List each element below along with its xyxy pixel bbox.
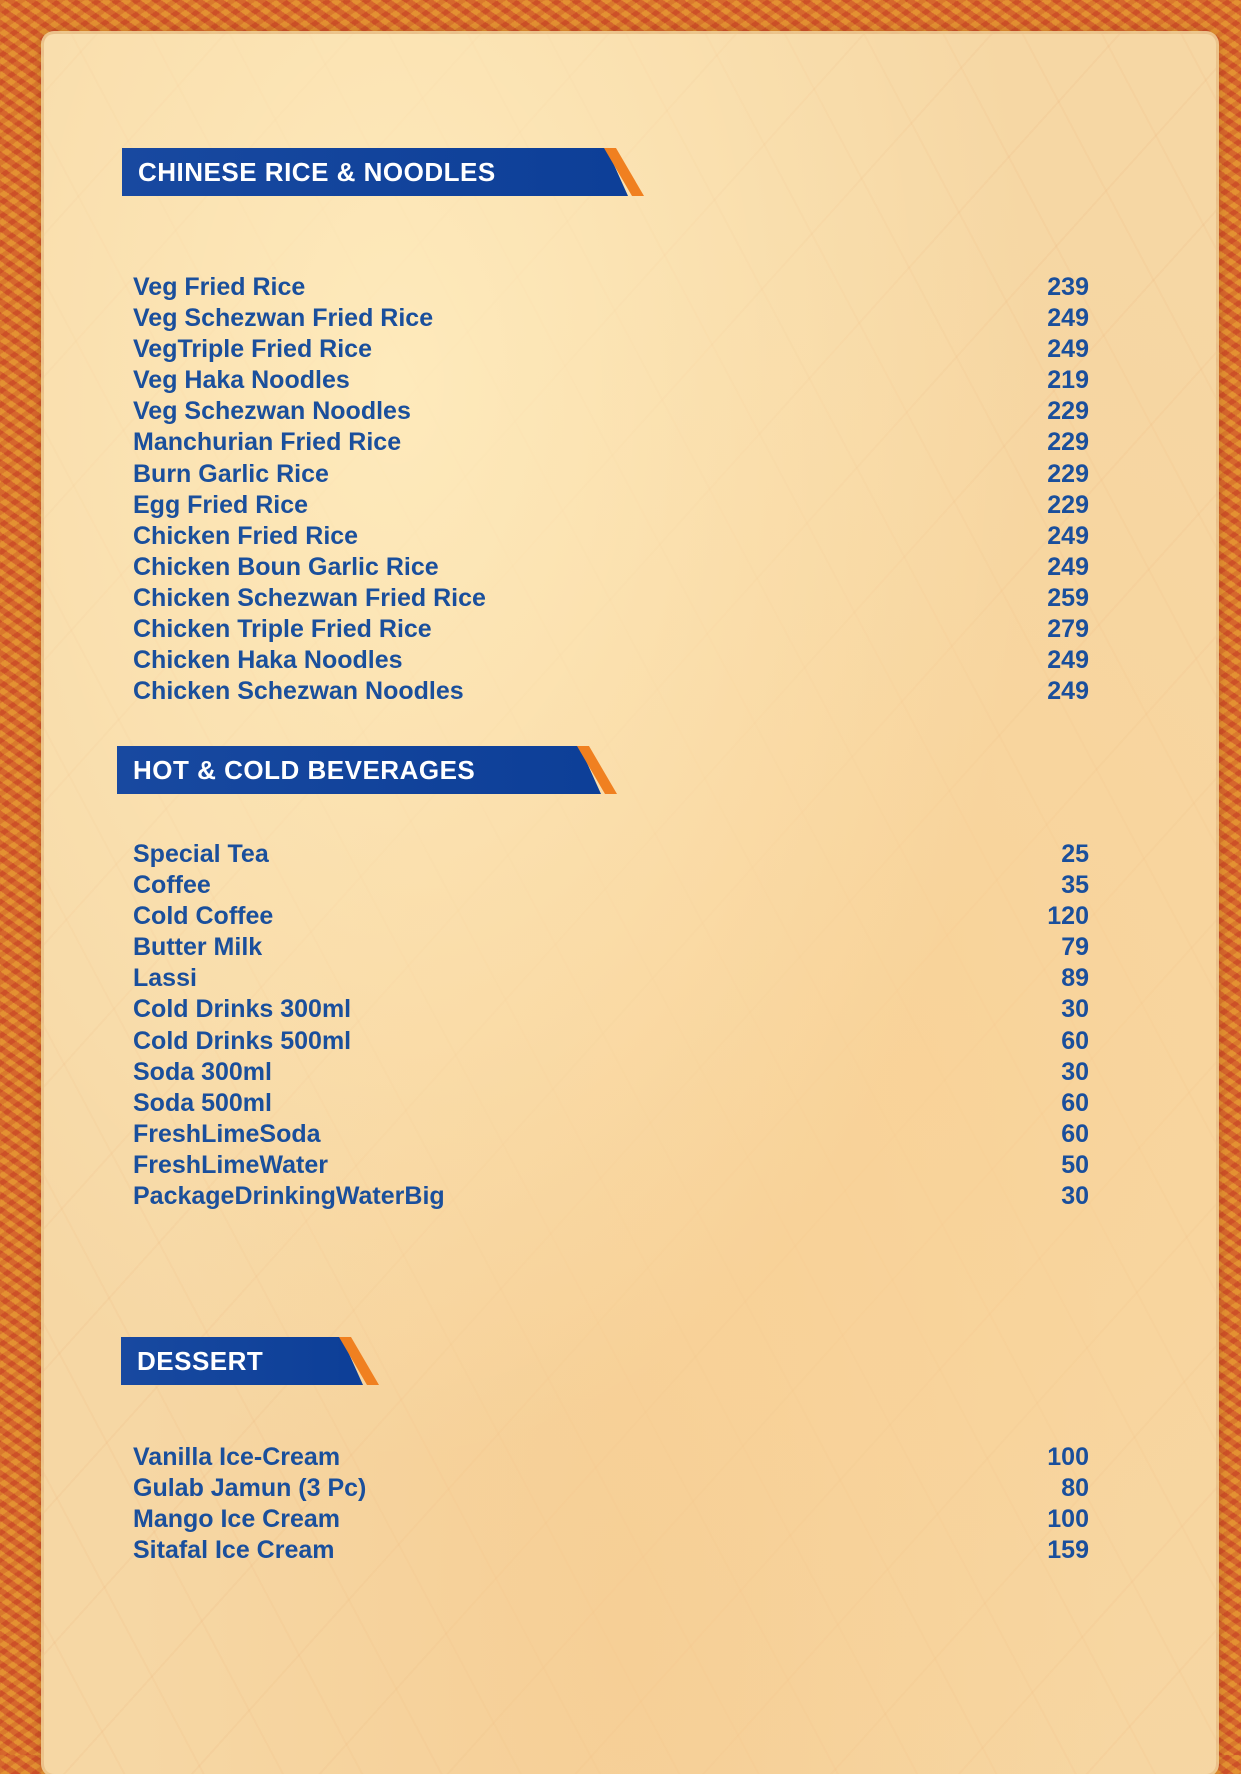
item-name: Mango Ice Cream: [133, 1505, 341, 1534]
menu-item: [133, 839, 1089, 870]
item-name: Egg Fried Rice: [133, 490, 309, 519]
item-name: Chicken Boun Garlic Rice: [133, 552, 439, 581]
item-price: 249: [1047, 335, 1089, 364]
menu-item: [133, 1150, 1089, 1181]
section-header-beverages: [117, 746, 585, 794]
item-name: Gulab Jamun (3 Pc): [133, 1474, 367, 1503]
menu-item: [133, 552, 1089, 583]
item-price: 279: [1047, 615, 1089, 644]
menu-item: [133, 932, 1089, 963]
item-price: 80: [1061, 1474, 1089, 1503]
item-name: FreshLimeWater: [133, 1150, 328, 1179]
item-price: 60: [1061, 1119, 1089, 1148]
item-price: 219: [1047, 366, 1089, 395]
menu-item: [133, 1473, 1089, 1504]
item-price: 79: [1061, 933, 1089, 962]
item-name: Manchurian Fried Rice: [133, 428, 402, 457]
menu-item: [133, 459, 1089, 490]
menu-item: [133, 396, 1089, 427]
item-name: Chicken Schezwan Noodles: [133, 677, 464, 706]
menu-item: [133, 614, 1089, 645]
menu-item: [133, 1535, 1089, 1566]
item-name: Cold Coffee: [133, 902, 274, 931]
item-price: 100: [1047, 1443, 1089, 1471]
menu-item: [133, 1504, 1089, 1535]
menu-item: [133, 1119, 1089, 1150]
menu-item: [133, 303, 1089, 334]
item-price: 229: [1047, 459, 1089, 488]
menu-item: [133, 963, 1089, 994]
menu-item: [133, 1181, 1089, 1212]
item-price: 249: [1047, 677, 1089, 706]
item-name: Chicken Haka Noodles: [133, 646, 403, 675]
menu-item: [133, 1442, 1089, 1473]
item-name: FreshLimeSoda: [133, 1119, 321, 1148]
menu-item: [133, 521, 1089, 552]
item-price: 60: [1061, 1088, 1089, 1117]
item-price: 25: [1061, 840, 1089, 868]
menu-item: [133, 1088, 1089, 1119]
item-name: Special Tea: [133, 840, 269, 868]
item-price: 249: [1047, 304, 1089, 333]
item-name: VegTriple Fried Rice: [133, 335, 372, 364]
item-name: Chicken Schezwan Fried Rice: [133, 583, 486, 612]
item-price: 120: [1047, 902, 1089, 931]
item-name: Veg Haka Noodles: [133, 366, 350, 395]
menu-list-beverages: [133, 839, 1089, 1212]
menu-list-dessert: [133, 1442, 1089, 1566]
item-price: 249: [1047, 521, 1089, 550]
item-price: 259: [1047, 583, 1089, 612]
item-name: Veg Schezwan Fried Rice: [133, 304, 434, 333]
item-name: Coffee: [133, 871, 211, 900]
menu-item: [133, 583, 1089, 614]
item-name: Cold Drinks 300ml: [133, 995, 352, 1024]
menu-item: [133, 272, 1089, 303]
item-name: Vanilla Ice-Cream: [133, 1443, 341, 1471]
item-name: Cold Drinks 500ml: [133, 1026, 352, 1055]
menu-item: [133, 365, 1089, 396]
menu-item: [133, 645, 1089, 676]
item-name: Soda 500ml: [133, 1088, 272, 1117]
menu-item: [133, 334, 1089, 365]
menu-item: [133, 1026, 1089, 1057]
item-price: 89: [1061, 964, 1089, 993]
item-price: 249: [1047, 646, 1089, 675]
item-name: Veg Fried Rice: [133, 273, 306, 301]
item-name: Veg Schezwan Noodles: [133, 397, 411, 426]
item-price: 229: [1047, 428, 1089, 457]
item-price: 249: [1047, 552, 1089, 581]
menu-list-chinese: [133, 272, 1089, 707]
section-title: DESSERT: [137, 1346, 264, 1376]
item-name: Chicken Triple Fried Rice: [133, 615, 432, 644]
item-price: 100: [1047, 1505, 1089, 1534]
item-price: 35: [1061, 871, 1089, 900]
item-price: 30: [1061, 1057, 1089, 1086]
item-price: 50: [1061, 1150, 1089, 1179]
item-price: 30: [1061, 1182, 1089, 1211]
menu-item: [133, 994, 1089, 1025]
menu-item: [133, 870, 1089, 901]
section-header-dessert: [121, 1337, 347, 1385]
item-price: 159: [1047, 1536, 1089, 1565]
item-price: 229: [1047, 490, 1089, 519]
section-title: CHINESE RICE & NOODLES: [138, 157, 496, 187]
item-name: PackageDrinkingWaterBig: [133, 1182, 445, 1211]
item-name: Butter Milk: [133, 933, 263, 962]
item-price: 30: [1061, 995, 1089, 1024]
section-header-chinese: [122, 148, 612, 196]
item-name: Soda 300ml: [133, 1057, 272, 1086]
item-price: 239: [1047, 273, 1089, 301]
menu-item: [133, 676, 1089, 707]
menu-item: [133, 490, 1089, 521]
item-price: 60: [1061, 1026, 1089, 1055]
menu-item: [133, 1057, 1089, 1088]
menu-item: [133, 427, 1089, 458]
item-name: Sitafal Ice Cream: [133, 1536, 335, 1565]
item-name: Lassi: [133, 964, 197, 993]
section-title: HOT & COLD BEVERAGES: [133, 755, 476, 785]
item-price: 229: [1047, 397, 1089, 426]
menu-item: [133, 901, 1089, 932]
item-name: Burn Garlic Rice: [133, 459, 329, 488]
item-name: Chicken Fried Rice: [133, 521, 359, 550]
